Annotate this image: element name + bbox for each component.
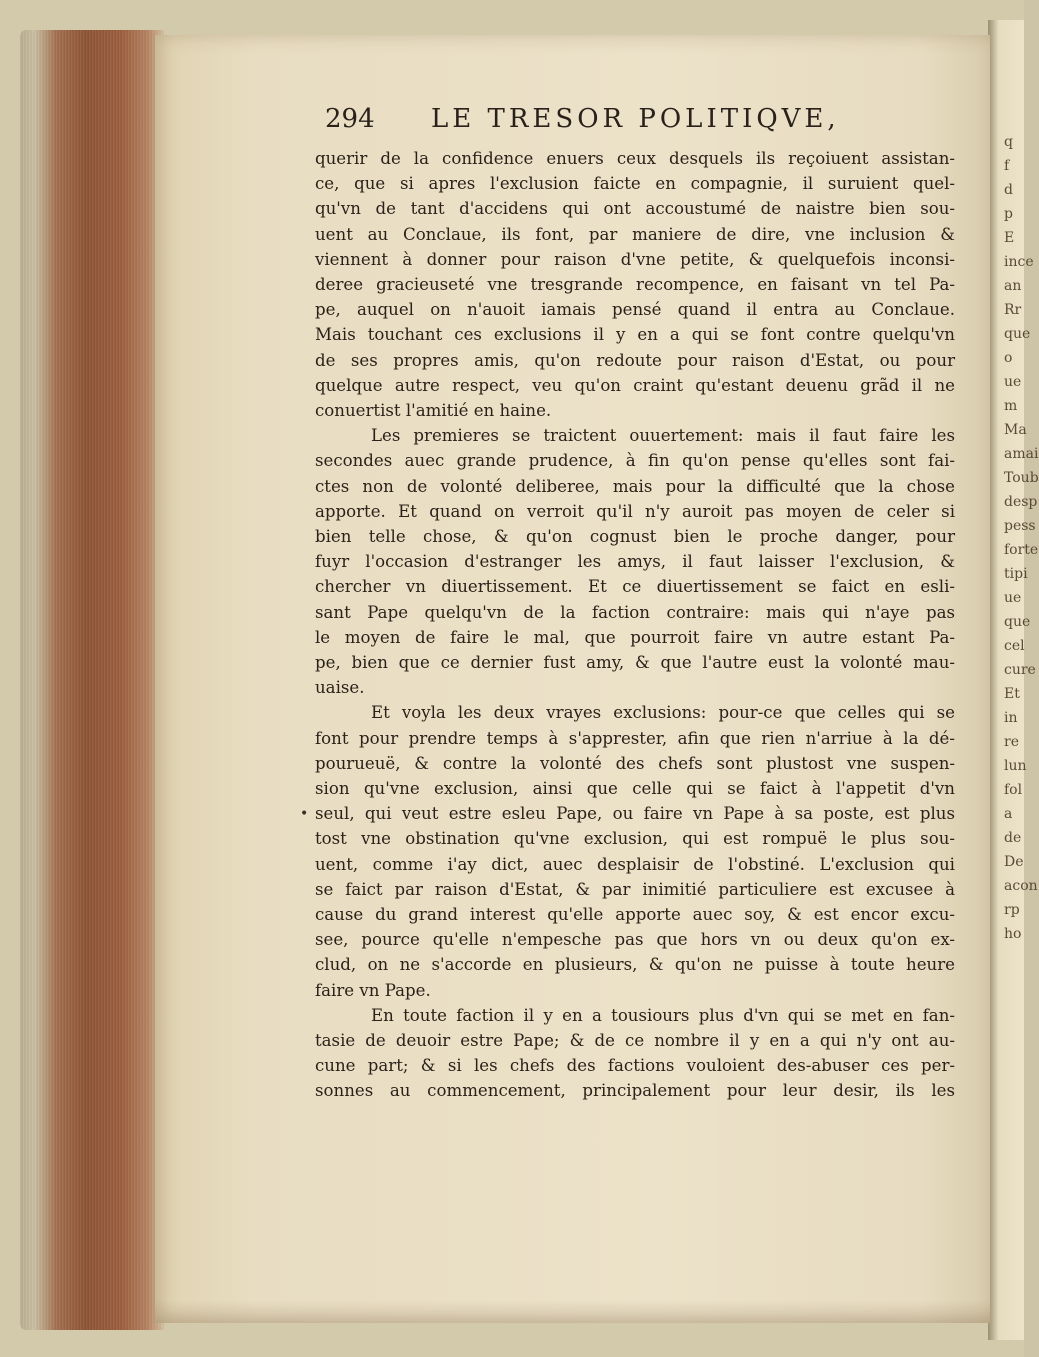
page-bottom-shadow [155,1300,990,1323]
text-line: quelque autre respect, veu qu'on craint qu'estant deuenu grãd il ne [315,375,955,395]
text-line: querir de la confidence enuers ceux desquels ils reçoiuent assistan- [315,149,955,168]
text-line: fuyr l'occasion d'estranger les amys, il faut laisser l'exclusion, & [315,552,955,572]
facing-page-fragment: amai [1004,446,1039,462]
text-line: see, pource qu'elle n'empesche pas que hors vn ou deux qu'on ex- [315,930,955,950]
text-line: uent au Conclaue, ils font, par maniere de dire, vne inclusion & [315,224,955,244]
text-line: pe, auquel on n'auoit iamais pensé quand il entra au Conclaue. [315,300,955,320]
text-line: Les premieres se traictent ouuertement: mais il faut faire les [371,426,955,446]
facing-page-fragment: in [1004,710,1018,726]
text-line: de ses propres amis, qu'on redoute pour raison d'Estat, ou pour [315,350,955,370]
facing-page-fragment: an [1004,278,1022,294]
facing-page-fragment: que [1004,614,1031,630]
facing-page-fragment: fol [1004,782,1023,798]
facing-page-fragment: a [1004,806,1013,822]
book-page-edges [20,30,165,1330]
text-line: tasie de deuoir estre Pape; & de ce nombre il y en a qui n'y ont au- [315,1031,955,1050]
facing-page-fragment: re [1004,734,1019,750]
text-line: tost vne obstination qu'vne exclusion, qui est rompuë le plus sou- [315,829,955,849]
facing-page-fragment: ue [1004,590,1022,606]
facing-page-fragment: De [1004,854,1024,870]
text-line: apporte. Et quand on verroit qu'il n'y auroit pas moyen de celer si [315,501,955,521]
text-line: Mais touchant ces exclusions il y en a qui se font contre quelqu'vn [315,325,955,345]
facing-page-fragment: f [1004,158,1010,174]
running-title: LE TRESOR POLITIQVE, [431,104,840,134]
facing-page-fragment: lun [1004,758,1027,774]
facing-page-fragment: cure [1004,662,1036,678]
text-line: sonnes au commencement, principalement pour leur desir, ils les [315,1081,955,1101]
text-line: conuertist l'amitié en haine. [315,401,552,420]
facing-page-fragment: ho [1004,926,1022,942]
facing-page-fragment: p [1004,206,1013,222]
facing-page-fragment: tipi [1004,566,1028,582]
facing-page-text-fragments [1004,130,1039,1130]
facing-page-fragment: que [1004,326,1031,342]
text-line: chercher vn diuertissement. Et ce diuertissement se faict en esli- [315,577,955,597]
page-header [325,104,965,144]
text-line: le moyen de faire le mal, que pourroit faire vn autre estant Pa- [315,627,955,647]
facing-page-fragment: m [1004,398,1018,414]
facing-page-fragment: de [1004,830,1022,846]
text-line: pourueuë, & contre la volonté des chefs sont plustost vne suspen- [315,753,955,773]
text-line: font pour prendre temps à s'apprester, afin que rien n'arriue à la dé- [315,728,955,748]
facing-page-fragment: Ma [1004,422,1027,438]
facing-page-fragment: pess [1004,518,1036,534]
text-line: sant Pape quelqu'vn de la faction contraire: mais qui n'aye pas [315,602,955,622]
stray-ink-mark: • [300,806,309,822]
text-line: viennent à donner pour raison d'vne petite, & quelquefois inconsi- [315,249,955,269]
text-line: qu'vn de tant d'accidens qui ont accoustumé de naistre bien sou- [315,199,955,219]
facing-page-fragment: Rr [1004,302,1022,318]
facing-page-fragment: ue [1004,374,1022,390]
text-line: En toute faction il y en a tousiours plus d'vn qui se met en fan- [371,1005,955,1025]
text-line: uent, comme i'ay dict, auec desplaisir de l'obstiné. L'exclusion qui [315,854,955,874]
text-line: secondes auec grande prudence, à fin qu'on pense qu'elles sont fai- [315,451,955,471]
text-line: sion qu'vne exclusion, ainsi que celle qui se faict à l'appetit d'vn [315,779,955,798]
text-line: seul, qui veut estre esleu Pape, ou faire vn Pape à sa poste, est plus [315,804,955,824]
text-line: Et voyla les deux vrayes exclusions: pour-ce que celles qui se [371,703,955,723]
text-line: uaise. [315,678,365,698]
facing-page-fragment: d [1004,182,1013,198]
facing-page-fragment: o [1004,350,1013,366]
facing-page-fragment: Et [1004,686,1020,702]
facing-page-fragment: Toub [1004,470,1039,486]
facing-page-fragment: acon [1004,878,1038,894]
text-line: pe, bien que ce dernier fust amy, & que l'autre eust la volonté mau- [315,653,955,672]
facing-page-fragment: q [1004,134,1013,150]
text-line: cune part; & si les chefs des factions vouloient des-abuser ces per- [315,1056,955,1076]
text-line: faire vn Pape. [315,980,431,1000]
text-line: ctes non de volonté deliberee, mais pour la difficulté que la chose [315,476,955,496]
facing-page-fragment: ince [1004,254,1034,270]
facing-page-fragment: forte [1004,542,1039,558]
body-text [315,146,955,1101]
facing-page-fragment: desp [1004,494,1038,510]
text-line: deree gracieuseté vne tresgrande recompence, en faisant vn tel Pa- [315,275,955,294]
facing-page-fragment: rp [1004,902,1020,918]
text-line: cause du grand interest qu'elle apporte auec soy, & est encor excu- [315,905,955,924]
text-line: bien telle chose, & qu'on cognust bien le proche danger, pour [315,527,955,546]
facing-page-fragment: E [1004,230,1015,246]
page-number: 294 [325,104,375,134]
facing-page-fragment: cel [1004,638,1025,654]
text-line: clud, on ne s'accorde en plusieurs, & qu'on ne puisse à toute heure [315,955,955,975]
text-line: se faict par raison d'Estat, & par inimitié particuliere est excusee à [315,879,955,899]
text-line: ce, que si apres l'exclusion faicte en compagnie, il suruient quel- [315,174,955,194]
